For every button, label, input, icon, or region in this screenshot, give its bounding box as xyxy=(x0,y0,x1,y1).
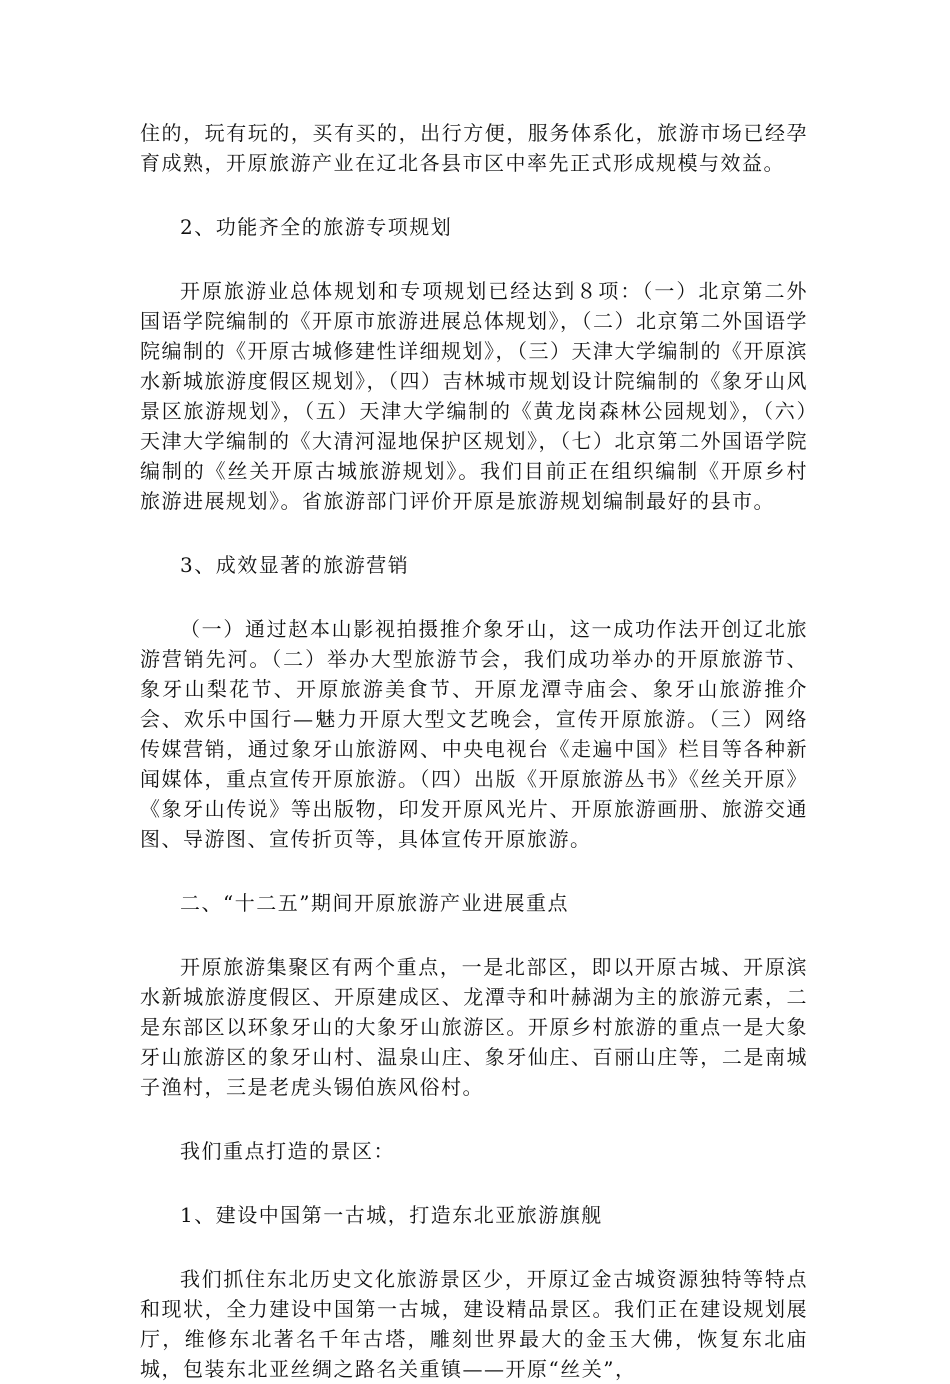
heading-ancient-city: 1、建设中国第一古城，打造东北亚旅游旗舰 xyxy=(180,1203,603,1227)
heading-tourism-marketing: 3、成效显著的旅游营销 xyxy=(180,553,410,577)
paragraph-tourism-market: 住的，玩有玩的，买有买的，出行方便，服务体系化，旅游市场已经孕育成熟，开原旅游产业在辽北各县市区中率先正式形成规模与效益。 xyxy=(140,121,808,175)
paragraph-ancient-city-details: 我们抓住东北历史文化旅游景区少，开原辽金古城资源独特等特点和现状，全力建设中国第一古城，建设精品景区。我们正在建设规划展厅，维修东北著名千年古塔，雕刻世界最大的金玉大佛，恢复东北庙城，包装东北亚丝绸之路名关重镇——开原“丝关”， xyxy=(140,1267,808,1381)
paragraph-marketing-details: （一）通过赵本山影视拍摄推介象牙山，这一成功作法开创辽北旅游营销先河。（二）举办大型旅游节会，我们成功举办的开原旅游节、象牙山梨花节、开原旅游美食节、开原龙潭寺庙会、象牙山旅游推介会、欢乐中国行—魅力开原大型文艺晚会，宣传开原旅游。（三）网络传媒营销，通过象牙山旅游网、中央电视台《走遍中国》栏目等各种新闻媒体，重点宣传开原旅游。（四）出版《开原旅游丛书》《丝关开原》《象牙山传说》等出版物，印发开原风光片、开原旅游画册、旅游交通图、导游图、宣传折页等，具体宣传开原旅游。 xyxy=(140,617,808,851)
paragraph-planning-list: 开原旅游业总体规划和专项规划已经达到８项：（一）北京第二外国语学院编制的《开原市旅游进展总体规划》，（二）北京第二外国语学院编制的《开原古城修建性详细规划》，（三）天津大学编制的《开原滨水新城旅游度假区规划》，（四）吉林城市规划设计院编制的《象牙山风景区旅游规划》，（五）天津大学编制的《黄龙岗森林公园规划》，（六）天津大学编制的《大清河湿地保护区规划》，（七）北京第二外国语学院编制的《丝关开原古城旅游规划》。我们目前正在组织编制《开原乡村旅游进展规划》。省旅游部门评价开原是旅游规划编制最好的县市。 xyxy=(140,279,808,513)
paragraph-cluster-areas: 开原旅游集聚区有两个重点，一是北部区，即以开原古城、开原滨水新城旅游度假区、开原建成区、龙潭寺和叶赫湖为主的旅游元素，二是东部区以环象牙山的大象牙山旅游区。开原乡村旅游的重点一是大象牙山旅游区的象牙山村、温泉山庄、象牙仙庄、百丽山庄等，二是南城子渔村，三是老虎头锡伯族风俗村。 xyxy=(140,955,808,1099)
heading-key-scenic-areas: 我们重点打造的景区： xyxy=(180,1139,395,1163)
heading-development-focus: 二、“十二五”期间开原旅游产业进展重点 xyxy=(180,891,569,915)
heading-tourism-planning: 2、功能齐全的旅游专项规划 xyxy=(180,215,453,239)
document-page xyxy=(140,118,808,1381)
